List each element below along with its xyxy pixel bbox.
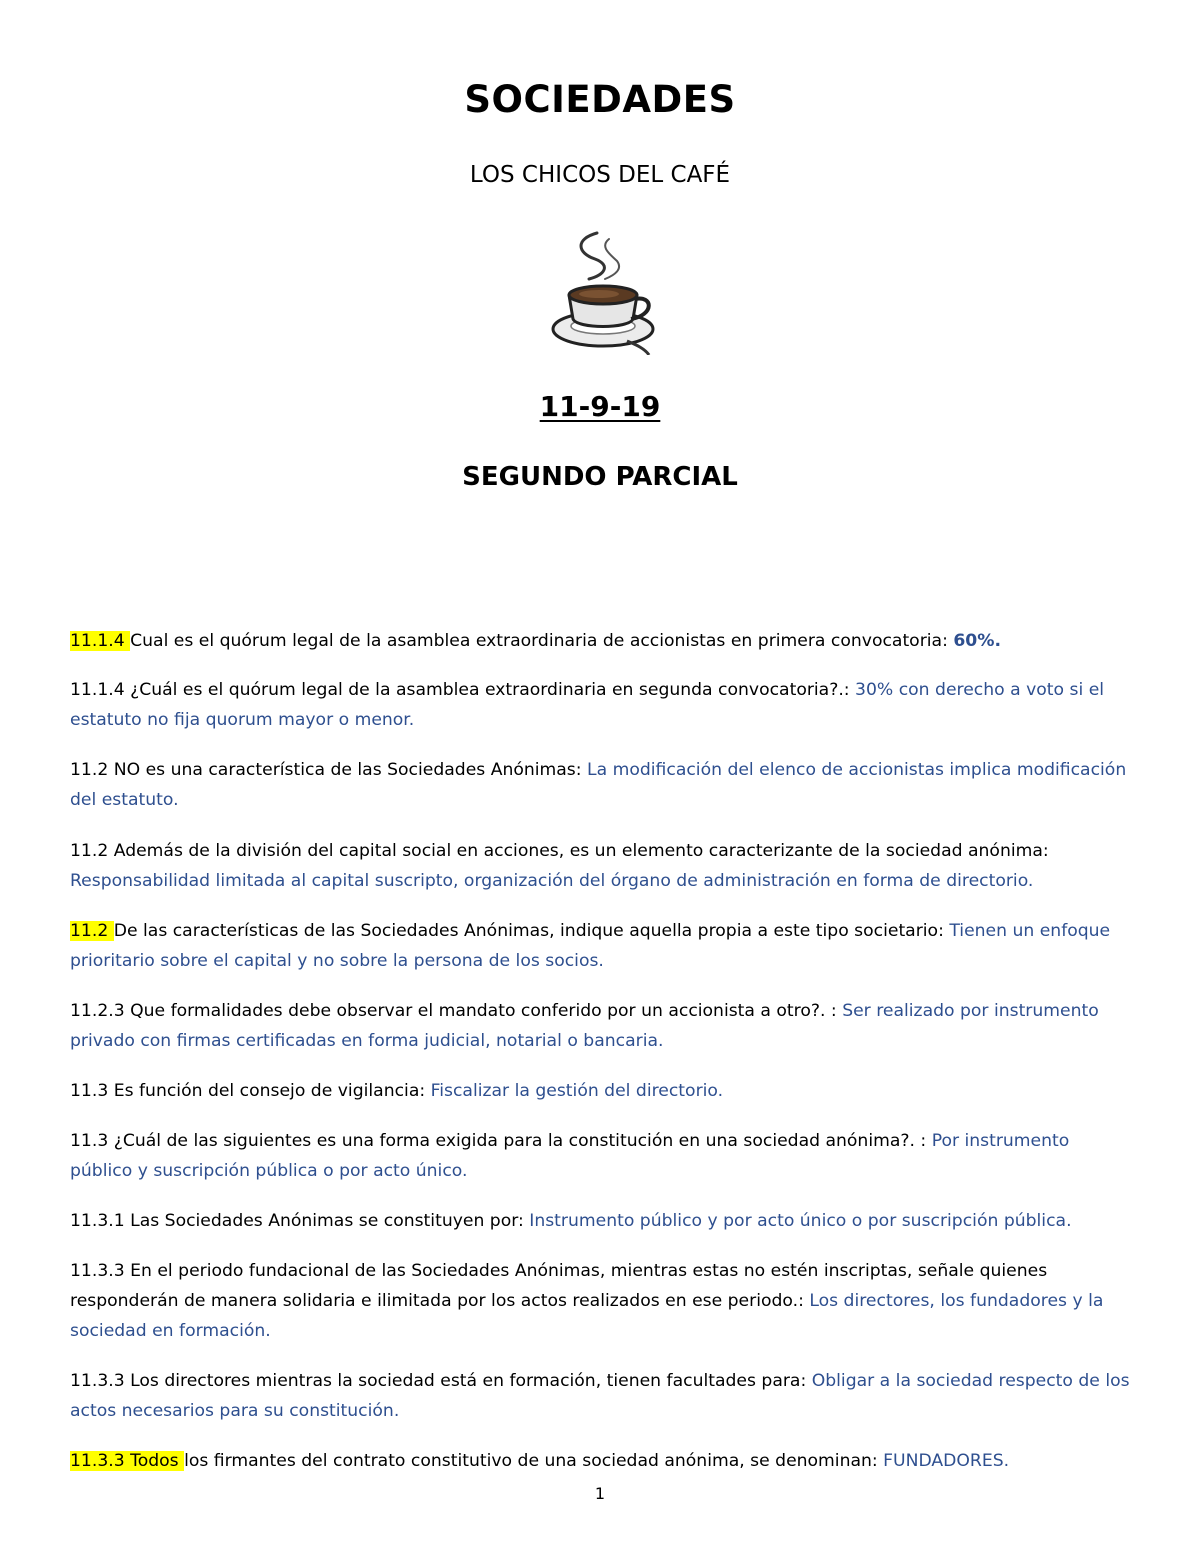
question-12-text: los firmantes del contrato constitutivo de una sociedad anónima, se denominan:: [184, 1451, 884, 1471]
question-12-code: 11.3.3 Todos: [70, 1451, 185, 1471]
question-3-text: 11.2 NO es una característica de las Sociedades Anónimas:: [70, 760, 588, 780]
question-7-answer: Fiscalizar la gestión del directorio.: [430, 1081, 724, 1101]
question-12-answer: FUNDADORES.: [883, 1451, 1010, 1471]
question-2-text: 11.1.4 ¿Cuál es el quórum legal de la asamblea extraordinaria en segunda convocatoria?.:: [70, 680, 856, 700]
coffee-cup-icon: [545, 225, 660, 355]
question-4-text: 11.2 Además de la división del capital social en acciones, es un elemento caracterizante de la sociedad anónima:: [70, 841, 1049, 861]
question-12: [70, 1446, 1130, 1476]
question-1-answer: 60%.: [953, 631, 1001, 651]
question-9-text: 11.3.1 Las Sociedades Anónimas se constituyen por:: [70, 1211, 530, 1231]
question-6-answer: Ser realizado por instrumento privado con firmas certificadas en forma judicial, notarial o bancaria.: [70, 1001, 1099, 1051]
question-10: [70, 1256, 1130, 1346]
document-title: SOCIEDADES: [464, 78, 736, 121]
exam-date: 11-9-19: [539, 390, 661, 423]
question-9: [70, 1206, 1130, 1236]
question-10-text: 11.3.3 En el periodo fundacional de las Sociedades Anónimas, mientras estas no estén inscriptas, señale quienes responderán de manera solidaria e ilimitada por los actos realizados en ese periodo.:: [70, 1261, 1048, 1311]
exam-name: SEGUNDO PARCIAL: [462, 462, 738, 492]
question-7-text: 11.3 Es función del consejo de vigilancia:: [70, 1081, 431, 1101]
question-11: [70, 1366, 1130, 1426]
question-10-answer: Los directores, los fundadores y la sociedad en formación.: [70, 1291, 1104, 1341]
question-1: [70, 626, 1130, 656]
question-3: [70, 755, 1130, 815]
question-1-code: 11.1.4: [70, 631, 131, 651]
question-5-code: 11.2: [70, 921, 114, 941]
page-number: 1: [594, 1484, 606, 1503]
question-4: [70, 836, 1130, 896]
question-1-text: Cual es el quórum legal de la asamblea extraordinaria de accionistas en primera convocatoria:: [130, 631, 954, 651]
question-2: [70, 675, 1130, 735]
question-7: [70, 1076, 1130, 1106]
question-8: [70, 1126, 1130, 1186]
question-9-answer: Instrumento público y por acto único o por suscripción pública.: [529, 1211, 1072, 1231]
question-5-text: De las características de las Sociedades Anónimas, indique aquella propia a este tipo societario:: [113, 921, 950, 941]
question-11-text: 11.3.3 Los directores mientras la sociedad está en formación, tienen facultades para:: [70, 1371, 812, 1391]
question-6: [70, 996, 1130, 1056]
question-2-answer: 30% con derecho a voto si el estatuto no fija quorum mayor o menor.: [70, 680, 1105, 730]
question-5-answer: Tienen un enfoque prioritario sobre el capital y no sobre la persona de los socios.: [70, 921, 1111, 971]
question-8-answer: Por instrumento público y suscripción pública o por acto único.: [70, 1131, 1070, 1181]
question-4-answer: Responsabilidad limitada al capital suscripto, organización del órgano de administración en forma de directorio.: [70, 871, 1034, 891]
question-8-text: 11.3 ¿Cuál de las siguientes es una forma exigida para la constitución en una sociedad anónima?. :: [70, 1131, 932, 1151]
question-3-answer: La modificación del elenco de accionistas implica modificación del estatuto.: [70, 760, 1127, 810]
document-subtitle: LOS CHICOS DEL CAFÉ: [469, 162, 731, 188]
question-11-answer: Obligar a la sociedad respecto de los actos necesarios para su constitución.: [70, 1371, 1130, 1421]
question-6-text: 11.2.3 Que formalidades debe observar el mandato conferido por un accionista a otro?. :: [70, 1001, 843, 1021]
question-5: [70, 916, 1130, 976]
